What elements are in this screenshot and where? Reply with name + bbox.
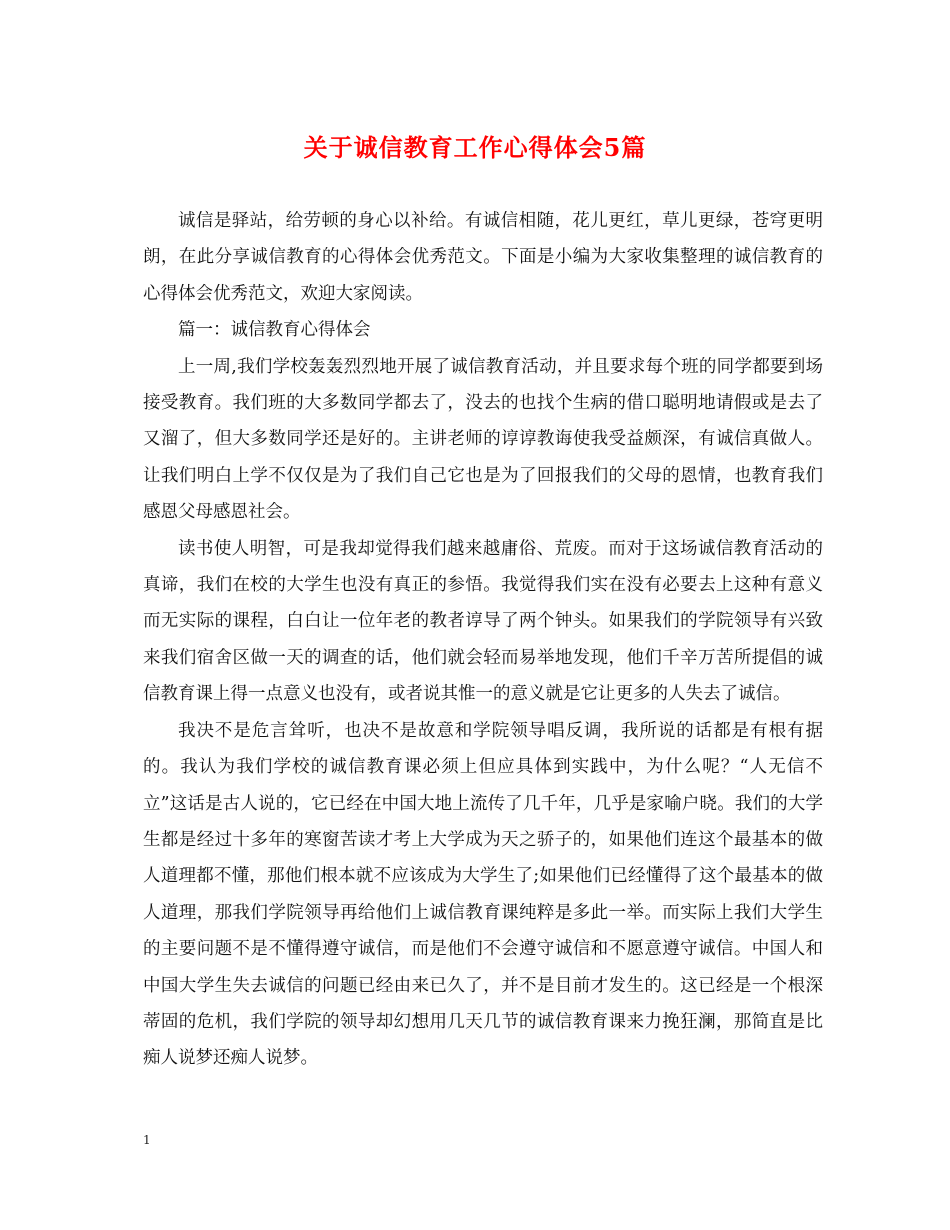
document-body	[143, 203, 823, 1077]
body-paragraph-3: 我决不是危言耸听，也决不是故意和学院领导唱反调，我所说的话都是有根有据的。我认为我们学校的诚信教育课必须上但应具体到实践中，为什么呢？“人无信不立”这话是古人说的，它已经在中国大地上流传了几千年，几乎是家喻户晓。我们的大学生都是经过十多年的寒窗苦读才考上大学成为天之骄子的，如果他们连这个最基本的做人道理都不懂，那他们根本就不应该成为大学生了;如果他们已经懂得了这个最基本的做人道理，那我们学院领导再给他们上诚信教育课纯粹是多此一举。而实际上我们大学生的主要问题不是不懂得遵守诚信，而是他们不会遵守诚信和不愿意遵守诚信。中国人和中国大学生失去诚信的问题已经由来已久了，并不是目前才发生的。这已经是一个根深蒂固的危机，我们学院的领导却幻想用几天几节的诚信教育课来力挽狂澜，那简直是比痴人说梦还痴人说梦。	[143, 720, 823, 1069]
section-heading: 篇一：诚信教育心得体会	[178, 320, 371, 341]
intro-paragraph: 诚信是驿站，给劳顿的身心以补给。有诚信相随，花儿更红，草儿更绿，苍穹更明朗，在此分享诚信教育的心得体会优秀范文。下面是小编为大家收集整理的诚信教育的心得体会优秀范文，欢迎大家阅读。	[143, 211, 823, 304]
document-title: 关于诚信教育工作心得体会5篇	[303, 133, 647, 162]
page-number: 1	[143, 1133, 151, 1147]
body-paragraph-1: 上一周,我们学校轰轰烈烈地开展了诚信教育活动，并且要求每个班的同学都要到场接受教育。我们班的大多数同学都去了，没去的也找个生病的借口聪明地请假或是去了又溜了，但大多数同学还是好的。主讲老师的谆谆教诲使我受益颇深，有诚信真做人。让我们明白上学不仅仅是为了我们自己它也是为了回报我们的父母的恩情，也教育我们感恩父母感恩社会。	[143, 356, 823, 523]
body-paragraph-2: 读书使人明智，可是我却觉得我们越来越庸俗、荒废。而对于这场诚信教育活动的真谛，我们在校的大学生也没有真正的参悟。我觉得我们实在没有必要去上这种有意义而无实际的课程，白白让一位年老的教者谆导了两个钟头。如果我们的学院领导有兴致来我们宿舍区做一天的调查的话，他们就会轻而易举地发现，他们千辛万苦所提倡的诚信教育课上得一点意义也没有，或者说其惟一的意义就是它让更多的人失去了诚信。	[143, 538, 823, 705]
